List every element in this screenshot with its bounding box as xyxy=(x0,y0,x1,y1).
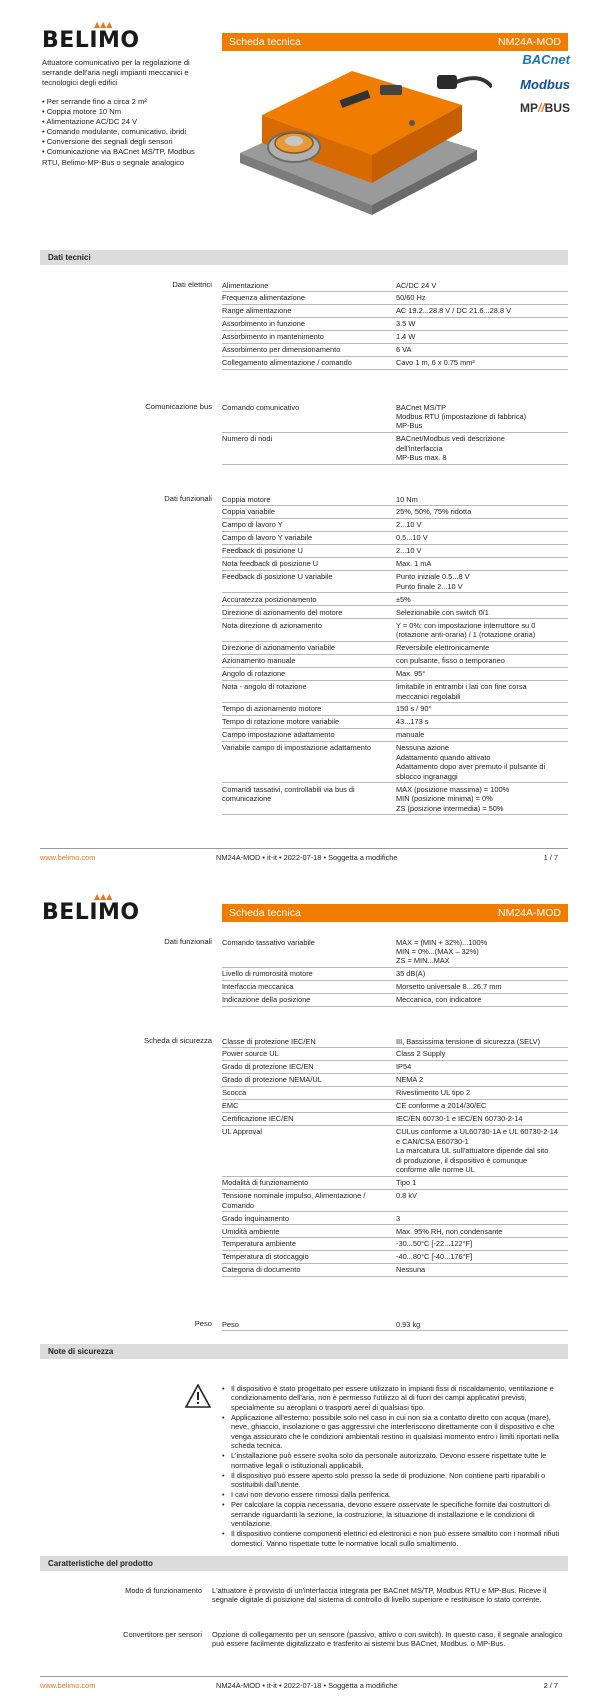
spec-value xyxy=(396,279,568,291)
spec-key: Campo impostazione adattamento xyxy=(222,730,335,740)
intro-bullet: • Comunicazione via BACnet MS/TP, Modbus RTU, Belimo-MP-Bus o segnale analogico xyxy=(42,147,214,167)
spec-value-line: CE conforme a 2014/30/EC xyxy=(396,1101,487,1111)
spec-value xyxy=(396,1264,568,1276)
spec-value-line: (rotazione anti-oraria) / 1 (rotazione oraria) xyxy=(396,630,536,640)
spec-row xyxy=(222,936,568,968)
spec-value-line: -40...80°C [-40...176°F] xyxy=(396,1252,473,1262)
spec-key: Grado di protezione IEC/EN xyxy=(222,1062,314,1072)
spec-key: Classe di protezione IEC/EN xyxy=(222,1036,316,1046)
spec-key: Accuratezza posizionamento xyxy=(222,594,317,604)
spec-value-line: MIN = 0%...(MAX – 32%) xyxy=(396,946,479,956)
spec-key: Assorbimento in funzione xyxy=(222,319,305,329)
spec-value xyxy=(396,1048,568,1060)
spec-row xyxy=(222,1212,568,1225)
spec-value-line: Selezionabile con switch 0/1 xyxy=(396,607,489,617)
spec-value-line: 10 Nm xyxy=(396,494,418,504)
spec-row xyxy=(222,783,568,815)
spec-row xyxy=(222,1225,568,1238)
spec-row xyxy=(222,305,568,318)
spec-key: Variabile campo di impostazione adattamento xyxy=(222,743,371,753)
doc-info: NM24A-MOD • it-it • 2022-07-18 • Soggetta a modifiche xyxy=(216,1681,398,1690)
spec-key: Interfaccia meccanica xyxy=(222,982,294,992)
header-bar xyxy=(222,33,568,51)
spec-row xyxy=(222,729,568,742)
spec-row xyxy=(222,742,568,783)
spec-row xyxy=(222,493,568,506)
spec-value-line: con pulsante, fisso o temporaneo xyxy=(396,656,505,666)
spec-value xyxy=(396,532,568,544)
spec-value-line: III, Bassissima tensione di sicurezza (SELV) xyxy=(396,1036,541,1046)
spec-value xyxy=(396,742,568,782)
safety-note: • I cavi non devono essere rimossi dalla periferica. xyxy=(222,1490,568,1499)
spec-value-line: 1.4 W xyxy=(396,332,416,342)
feature-sensor-converter xyxy=(60,1630,568,1649)
spec-row xyxy=(222,994,568,1007)
datasheet-page-2 xyxy=(0,872,600,1696)
spec-value-line: MIN (posizione minima) = 0% xyxy=(396,794,493,804)
spec-value-line: Punto iniziale 0.5...8 V xyxy=(396,572,470,582)
intro-bullet: • Comando modulante, comunicativo, ibridi xyxy=(42,127,214,137)
safety-note: • Il dispositivo è stato progettato per essere utilizzato in impianti fissi di riscaldamento, ventilazione e condizionamento dell'aria, non è permesso l'utilizzo al di fuori dei campi applicativi previsti, specialmente su aeroplani o trasporti aerei di qualsiasi tipo. xyxy=(222,1384,568,1412)
intro-bullet: • Alimentazione AC/DC 24 V xyxy=(42,117,214,127)
spec-value xyxy=(396,1238,568,1250)
spec-value xyxy=(396,1251,568,1263)
spec-value-line: Reversibile elettronicamente xyxy=(396,643,490,653)
spec-row xyxy=(222,506,568,519)
spec-value-line: di produzione, il dispositivo è comunque xyxy=(396,1155,528,1165)
group-functional-cont: Dati funzionali xyxy=(164,937,212,946)
spec-value-line: Max. 1 mA xyxy=(396,559,432,569)
doc-info: NM24A-MOD • it-it • 2022-07-18 • Soggetta a modifiche xyxy=(216,853,398,862)
spec-value-line: IP54 xyxy=(396,1062,412,1072)
spec-value-line: Adattamento dopo aver premuto il pulsante di xyxy=(396,762,546,772)
spec-key: Temperatura ambiente xyxy=(222,1239,296,1249)
spec-row xyxy=(222,318,568,331)
spec-value xyxy=(396,433,568,464)
spec-value-line: Punto finale 2...10 V xyxy=(396,581,463,591)
spec-value-line: CULus conforme a UL60730-1A e UL 60730-2-14 xyxy=(396,1127,559,1137)
spec-value-line: Max. 95° xyxy=(396,669,426,679)
website-link[interactable]: www.belimo.com xyxy=(40,853,96,862)
spec-key: Direzione di azionamento variabile xyxy=(222,643,335,653)
header-bar xyxy=(222,904,568,922)
spec-row xyxy=(222,1177,568,1190)
group-safety: Scheda di sicurezza xyxy=(144,1036,212,1045)
spec-key: Assorbimento in mantenimento xyxy=(222,332,324,342)
table-functional-cont xyxy=(222,936,568,1007)
feature-operating-mode xyxy=(60,1586,568,1605)
spec-value xyxy=(396,519,568,531)
spec-value xyxy=(396,1061,568,1073)
section-product-features: Caratteristiche del prodotto xyxy=(40,1556,568,1571)
spec-value-line: AC 19.2...28.8 V / DC 21.6...28.8 V xyxy=(396,306,512,316)
feature-label: Modo di funzionamento xyxy=(125,1586,202,1595)
warning-triangle-icon xyxy=(185,1384,211,1408)
spec-key: Comandi tassativi, controllabili via bus di comunicazione xyxy=(222,784,355,804)
spec-row xyxy=(222,1035,568,1048)
spec-value xyxy=(396,668,568,680)
modbus-logo: Modbus xyxy=(520,76,570,92)
spec-value xyxy=(396,558,568,570)
spec-key: Direzione di azionamento del motore xyxy=(222,607,343,617)
model-code: NM24A-MOD xyxy=(497,36,561,48)
spec-value-line: 0.8 kV xyxy=(396,1191,417,1201)
safety-note: • Il dispositivo può essere aperto solo presso la sede di produzione. Non contiene parti riparabili o sostituibili dall'utente. xyxy=(222,1471,568,1490)
spec-row xyxy=(222,292,568,305)
protocol-logos xyxy=(494,52,570,125)
table-bus xyxy=(222,401,568,465)
spec-row xyxy=(222,344,568,357)
feature-label: Convertitore per sensori xyxy=(123,1630,202,1639)
spec-row xyxy=(222,519,568,532)
spec-value xyxy=(396,357,568,369)
spec-value-line: 43...173 s xyxy=(396,717,429,727)
spec-value-line: La marcatura UL sull'attuatore dipende dal sito xyxy=(396,1146,549,1156)
spec-key: Indicazione della posizione xyxy=(222,995,311,1005)
spec-value-line: Modbus RTU (impostazione di fabbrica) xyxy=(396,411,527,421)
spec-key: Coppia motore xyxy=(222,494,271,504)
spec-key: Azionamento manuale xyxy=(222,656,296,666)
spec-value-line: Y = 0%: con impostazione interruttore su 0 xyxy=(396,620,536,630)
spec-value xyxy=(396,1318,568,1330)
spec-key: Umidità ambiente xyxy=(222,1226,280,1236)
section-tech-data: Dati tecnici xyxy=(40,250,568,265)
bacnet-logo: BACnet xyxy=(522,52,570,67)
spec-value-line: 150 s / 90° xyxy=(396,704,432,714)
spec-row xyxy=(222,1087,568,1100)
spec-row xyxy=(222,1318,568,1331)
spec-value xyxy=(396,1113,568,1125)
spec-key: Categoria di documento xyxy=(222,1265,301,1275)
spec-key: Power source UL xyxy=(222,1049,279,1059)
spec-value xyxy=(396,305,568,317)
spec-value-line: ZS = MIN...MAX xyxy=(396,956,450,966)
product-intro xyxy=(42,58,214,168)
page-number: 1 / 7 xyxy=(543,853,558,862)
spec-value-line: e CAN/CSA E60730-1 xyxy=(396,1136,469,1146)
safety-note: • L'installazione può essere svolta solo da personale autorizzato. Devono essere rispettate tutte le normative legali o istituzionali applicabili. xyxy=(222,1451,568,1470)
spec-value-line: 0.5...10 V xyxy=(396,533,428,543)
spec-row xyxy=(222,401,568,433)
spec-key: Nota - angolo di rotazione xyxy=(222,682,307,692)
safety-note: • Il dispositivo contiene componenti elettrici ed elettronici e non può essere smaltito con i normali rifiuti domestici. Vanno rispettate tutte le normative locali sullo smaltimento. xyxy=(222,1529,568,1548)
spec-row xyxy=(222,716,568,729)
spec-value xyxy=(396,716,568,728)
sheet-label: Scheda tecnica xyxy=(229,36,301,48)
spec-value-line: manuale xyxy=(396,730,425,740)
spec-value-line: Meccanica, con indicatore xyxy=(396,995,482,1005)
spec-value-line: Morsetto universale 8...26.7 mm xyxy=(396,982,502,992)
spec-key: Angolo di rotazione xyxy=(222,669,286,679)
spec-value-line: 6 VA xyxy=(396,345,412,355)
spec-value-line: ZS (posizione intermedia) = 50% xyxy=(396,803,504,813)
spec-value-line: BACnet MS/TP xyxy=(396,402,447,412)
spec-key: Nota direzione di azionamento xyxy=(222,620,322,630)
spec-row xyxy=(222,1251,568,1264)
spec-key: Tempo di rotazione motore variabile xyxy=(222,717,340,727)
spec-value xyxy=(396,571,568,592)
spec-value xyxy=(396,936,568,967)
spec-row xyxy=(222,619,568,641)
spec-value-line: MP-Bus max. 8 xyxy=(396,453,447,463)
spec-row xyxy=(222,571,568,593)
safety-note: • Applicazione all'esterno: possibile solo nel caso in cui non sia a contatto diretto con acqua (mare), neve, ghiaccio, insolazione o gas aggressivi che interferiscono direttamente con il dispositivo e che venga assicurato che le condizioni ambientali restino in qualsiasi momento entro i limiti riportati nella scheda tecnica. xyxy=(222,1413,568,1451)
spec-value xyxy=(396,1177,568,1189)
spec-value-line: 2...10 V xyxy=(396,520,422,530)
spec-key: Feedback di posizione U xyxy=(222,546,303,556)
spec-key: Nota feedback di posizione U xyxy=(222,559,319,569)
spec-value-line: 2...10 V xyxy=(396,546,422,556)
spec-value xyxy=(396,318,568,330)
spec-value xyxy=(396,681,568,702)
spec-value xyxy=(396,1087,568,1099)
spec-value xyxy=(396,344,568,356)
page-number: 2 / 7 xyxy=(543,1681,558,1690)
spec-key: Numero di nodi xyxy=(222,434,273,444)
table-functional xyxy=(222,493,568,815)
spec-value-line: 3 xyxy=(396,1213,401,1223)
spec-key: Scocca xyxy=(222,1088,247,1098)
spec-value xyxy=(396,545,568,557)
model-code: NM24A-MOD xyxy=(497,907,561,919)
spec-value xyxy=(396,1100,568,1112)
spec-value-line: MP-Bus xyxy=(396,421,423,431)
page-footer xyxy=(40,1676,568,1690)
spec-value-line: Nessuna xyxy=(396,1265,426,1275)
sheet-label: Scheda tecnica xyxy=(229,907,301,919)
spec-key: Campo di lavoro Y xyxy=(222,520,283,530)
spec-value xyxy=(396,1126,568,1176)
intro-bullet: • Per serrande fino a circa 2 m² xyxy=(42,97,214,107)
spec-value xyxy=(396,292,568,304)
spec-row xyxy=(222,968,568,981)
page-footer xyxy=(40,848,568,862)
website-link[interactable]: www.belimo.com xyxy=(40,1681,96,1690)
spec-key: Alimentazione xyxy=(222,280,269,290)
spec-value xyxy=(396,331,568,343)
mpbus-logo: MP//BUS xyxy=(519,101,570,116)
spec-value xyxy=(396,655,568,667)
spec-row xyxy=(222,703,568,716)
spec-value-line: Nessuna azione xyxy=(396,743,450,753)
spec-row xyxy=(222,1061,568,1074)
spec-value-line: dell'interfaccia xyxy=(396,443,443,453)
actuator-product-image xyxy=(222,55,492,215)
spec-value-line: -30...50°C [-22...122°F] xyxy=(396,1239,473,1249)
spec-row xyxy=(222,981,568,994)
spec-key: Grado di protezione NEMA/UL xyxy=(222,1075,322,1085)
safety-note: • Per calcolare la coppia necessaria, devono essere osservate le specifiche fornite dai costruttori di serrande riguardanti la sezione, la costruzione, la situazione di installazione e le condizioni di ventilazione. xyxy=(222,1500,568,1528)
spec-value-line: limitabile in entrambi i lati con fine corsa xyxy=(396,682,527,692)
spec-row xyxy=(222,279,568,292)
spec-value-line: 25%, 50%, 75% ridotta xyxy=(396,507,472,517)
spec-value-line: Cavo 1 m, 6 x 0.75 mm² xyxy=(396,358,475,368)
spec-value xyxy=(396,968,568,980)
spec-value xyxy=(396,994,568,1006)
spec-value xyxy=(396,1035,568,1047)
spec-key: Certificazione IEC/EN xyxy=(222,1114,294,1124)
spec-value-line: ±5% xyxy=(396,594,411,604)
spec-key: Peso xyxy=(222,1319,239,1329)
spec-value xyxy=(396,493,568,505)
spec-key: UL Approval xyxy=(222,1127,262,1137)
feature-text: Opzione di collegamento per un sensore (passivo, attivo o con switch). In questo caso, il segnale analogico può essere facilmente digitalizzato e trasferito ai sistemi bus BACnet, Modbus. o MP-Bus. xyxy=(212,1630,563,1649)
spec-value-line: IEC/EN 60730-1 e IEC/EN 60730-2-14 xyxy=(396,1114,523,1124)
spec-row xyxy=(222,642,568,655)
spec-row xyxy=(222,668,568,681)
group-bus: Comunicazione bus xyxy=(145,402,212,411)
spec-value-line: 35 dB(A) xyxy=(396,969,426,979)
spec-value xyxy=(396,401,568,432)
spec-value xyxy=(396,729,568,741)
spec-key: Campo di lavoro Y variabile xyxy=(222,533,313,543)
spec-key: Tensione nominale impulso, Alimentazione / Comando xyxy=(222,1191,366,1210)
spec-value xyxy=(396,606,568,618)
spec-key: Collegamento alimentazione / comando xyxy=(222,358,352,368)
spec-key: Coppia variabile xyxy=(222,507,275,517)
spec-row xyxy=(222,532,568,545)
spec-value-line: BACnet/Modbus vedi descrizione xyxy=(396,434,505,444)
spec-row xyxy=(222,357,568,370)
spec-row xyxy=(222,1048,568,1061)
spec-value xyxy=(396,1074,568,1086)
spec-row xyxy=(222,433,568,465)
logo-accent-icon: ▲▲▲ xyxy=(94,892,113,901)
spec-value-line: meccanici regolabili xyxy=(396,691,461,701)
spec-value-line: 0.93 kg xyxy=(396,1319,421,1329)
spec-value xyxy=(396,593,568,605)
spec-row xyxy=(222,331,568,344)
spec-value xyxy=(396,981,568,993)
spec-value-line: AC/DC 24 V xyxy=(396,280,437,290)
section-safety-notes: Note di sicurezza xyxy=(40,1344,568,1359)
spec-key: Assorbimento per dimensionamento xyxy=(222,345,341,355)
spec-value-line: MAX = (MIN + 32%)...100% xyxy=(396,937,488,947)
spec-key: Comando comunicativo xyxy=(222,402,300,412)
spec-key: Grado inquinamento xyxy=(222,1213,289,1223)
spec-row xyxy=(222,1190,568,1212)
spec-key: Temperatura di stoccaggio xyxy=(222,1252,309,1262)
spec-value xyxy=(396,1212,568,1224)
safety-notes-list xyxy=(222,1384,568,1548)
spec-row xyxy=(222,1100,568,1113)
spec-value-line: sblocco ingranaggi xyxy=(396,771,458,781)
spec-value xyxy=(396,1225,568,1237)
spec-key: Frequenza alimentazione xyxy=(222,293,305,303)
intro-text: Attuatore comunicativo per la regolazione di serrande dell'aria negli impianti meccanici e tecnologici degli edifici xyxy=(42,58,190,88)
table-weight xyxy=(222,1318,568,1331)
spec-value xyxy=(396,1190,568,1211)
group-functional: Dati funzionali xyxy=(164,494,212,503)
intro-bullet: • Coppia motore 10 Nm xyxy=(42,107,214,117)
spec-row xyxy=(222,1113,568,1126)
logo-accent-icon: ▲▲▲ xyxy=(94,20,113,29)
spec-key: EMC xyxy=(222,1101,239,1111)
table-safety xyxy=(222,1035,568,1277)
spec-value xyxy=(396,619,568,640)
spec-key: Tempo di azionamento motore xyxy=(222,704,322,714)
spec-row xyxy=(222,558,568,571)
spec-key: Livello di rumorosità motore xyxy=(222,969,313,979)
spec-row xyxy=(222,1126,568,1177)
spec-row xyxy=(222,593,568,606)
spec-key: Comando tassativo variabile xyxy=(222,937,315,947)
spec-row xyxy=(222,1238,568,1251)
spec-row xyxy=(222,681,568,703)
spec-value-line: Rivestimento UL tipo 2 xyxy=(396,1088,471,1098)
spec-value-line: NEMA 2 xyxy=(396,1075,424,1085)
spec-value-line: Adattamento quando attivato xyxy=(396,752,491,762)
spec-value-line: 3.5 W xyxy=(396,319,416,329)
spec-row xyxy=(222,655,568,668)
spec-value xyxy=(396,703,568,715)
table-electrical xyxy=(222,279,568,370)
intro-bullet: • Conversione dei segnali degli sensori xyxy=(42,137,214,147)
spec-row xyxy=(222,606,568,619)
spec-row xyxy=(222,1264,568,1277)
spec-value-line: Tipo 1 xyxy=(396,1178,417,1188)
spec-value-line: 50/60 Hz xyxy=(396,293,426,303)
spec-value-line: MAX (posizione massima) = 100% xyxy=(396,784,510,794)
spec-row xyxy=(222,1074,568,1087)
spec-key: Range alimentazione xyxy=(222,306,292,316)
spec-key: Feedback di posizione U variabile xyxy=(222,572,333,582)
spec-row xyxy=(222,545,568,558)
belimo-logo: BELIMO ▲▲▲ xyxy=(42,892,140,925)
group-electrical: Dati elettrici xyxy=(172,280,212,289)
spec-key: Modalità di funzionamento xyxy=(222,1178,309,1188)
spec-value xyxy=(396,506,568,518)
spec-value xyxy=(396,783,568,814)
intro-bullets xyxy=(42,97,214,168)
spec-value-line: conforme alle norme UL xyxy=(396,1165,475,1175)
spec-value-line: Max. 95% RH, non condensante xyxy=(396,1226,503,1236)
spec-value-line: Class 2 Supply xyxy=(396,1049,446,1059)
group-weight: Peso xyxy=(194,1319,212,1328)
belimo-logo: BELIMO ▲▲▲ xyxy=(42,20,140,53)
spec-value xyxy=(396,642,568,654)
feature-text: L'attuatore è provvisto di un'interfaccia integrata per BACnet MS/TP, Modbus RTU e MP-Bus. Riceve il segnale digitale di posizione dal sistema di controllo di livello superiore e restituisce lo stato corrente. xyxy=(212,1586,547,1605)
